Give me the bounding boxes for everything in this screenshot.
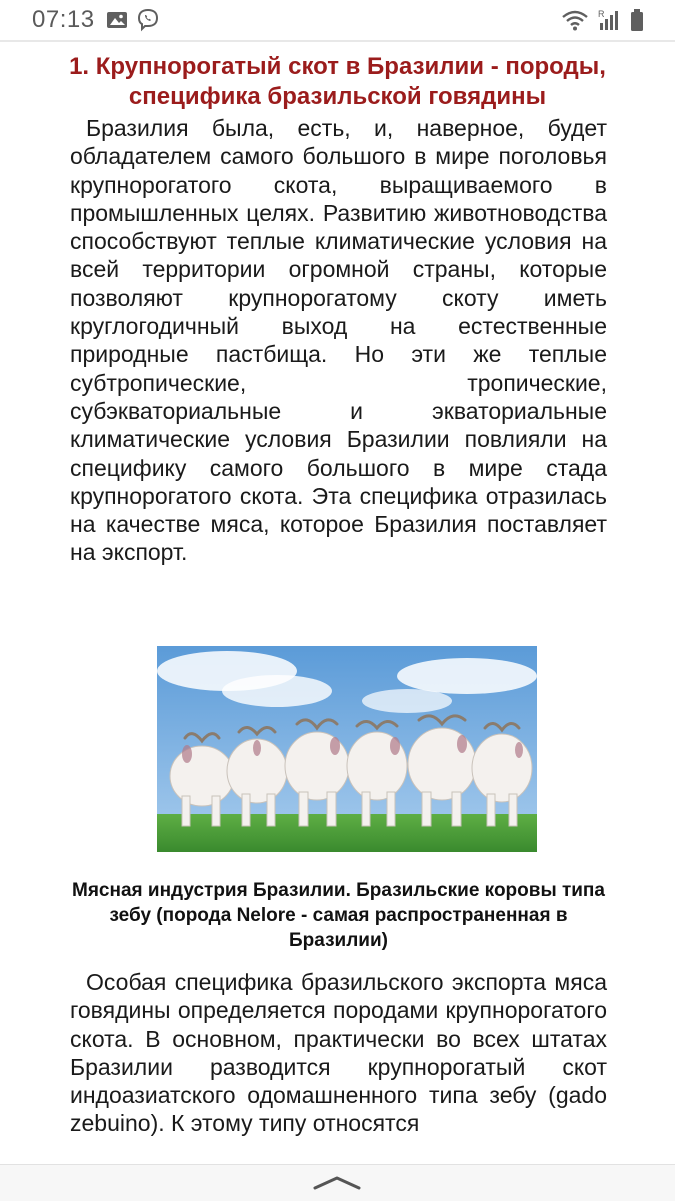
- signal-icon: [597, 8, 621, 37]
- svg-text:R: R: [598, 9, 605, 19]
- status-bar: [0, 0, 675, 40]
- image-caption: Мясная индустрия Бразилии. Бразильские коровы типа зебу (порода Nelore - самая распространенная в Бразилии): [72, 880, 605, 951]
- status-time: 07:13: [32, 6, 95, 33]
- cattle-image[interactable]: [157, 646, 537, 852]
- article-content[interactable]: [0, 42, 675, 1164]
- viber-icon: [136, 8, 160, 37]
- bottom-navigation[interactable]: [0, 1164, 675, 1201]
- wifi-icon: [561, 9, 589, 36]
- gallery-icon: [106, 10, 128, 35]
- chevron-up-icon[interactable]: [313, 1175, 361, 1196]
- article-heading: 1. Крупнорогатый скот в Бразилии - породы, специфика бразильской говядины: [69, 53, 606, 110]
- status-notification-icons: [106, 8, 160, 37]
- battery-icon: [629, 8, 645, 37]
- article-paragraph-1: Бразилия была, есть, и, наверное, будет обладателем самого большого в мире поголовья крупнорогатого скота, выращиваемого в промышленных целях. Развитию животноводства способствуют теплые климатические условия на всей территории огромной страны, которые позволяют крупнорогатому скоту иметь круглогодичный выход на естественные природные пастбища. Но эти же теплые субтропические, тропические, субэкваториальные и экваториальные климатические условия Бразилии повлияли на специфику самого большого в мире стада крупнорогатого скота. Эта специфика отразилась на качестве мяса, которое Бразилия поставляет на экспорт.: [70, 115, 607, 566]
- article-paragraph-2: Особая специфика бразильского экспорта мяса говядины определяется породами крупнорогатого скота. В основном, практически во всех штатах Бразилии разводится крупнорогатый скот индоазиатского одомашненного типа зебу (gado zebuino). К этому типу относятся: [70, 969, 607, 1137]
- status-system-icons: [561, 8, 645, 37]
